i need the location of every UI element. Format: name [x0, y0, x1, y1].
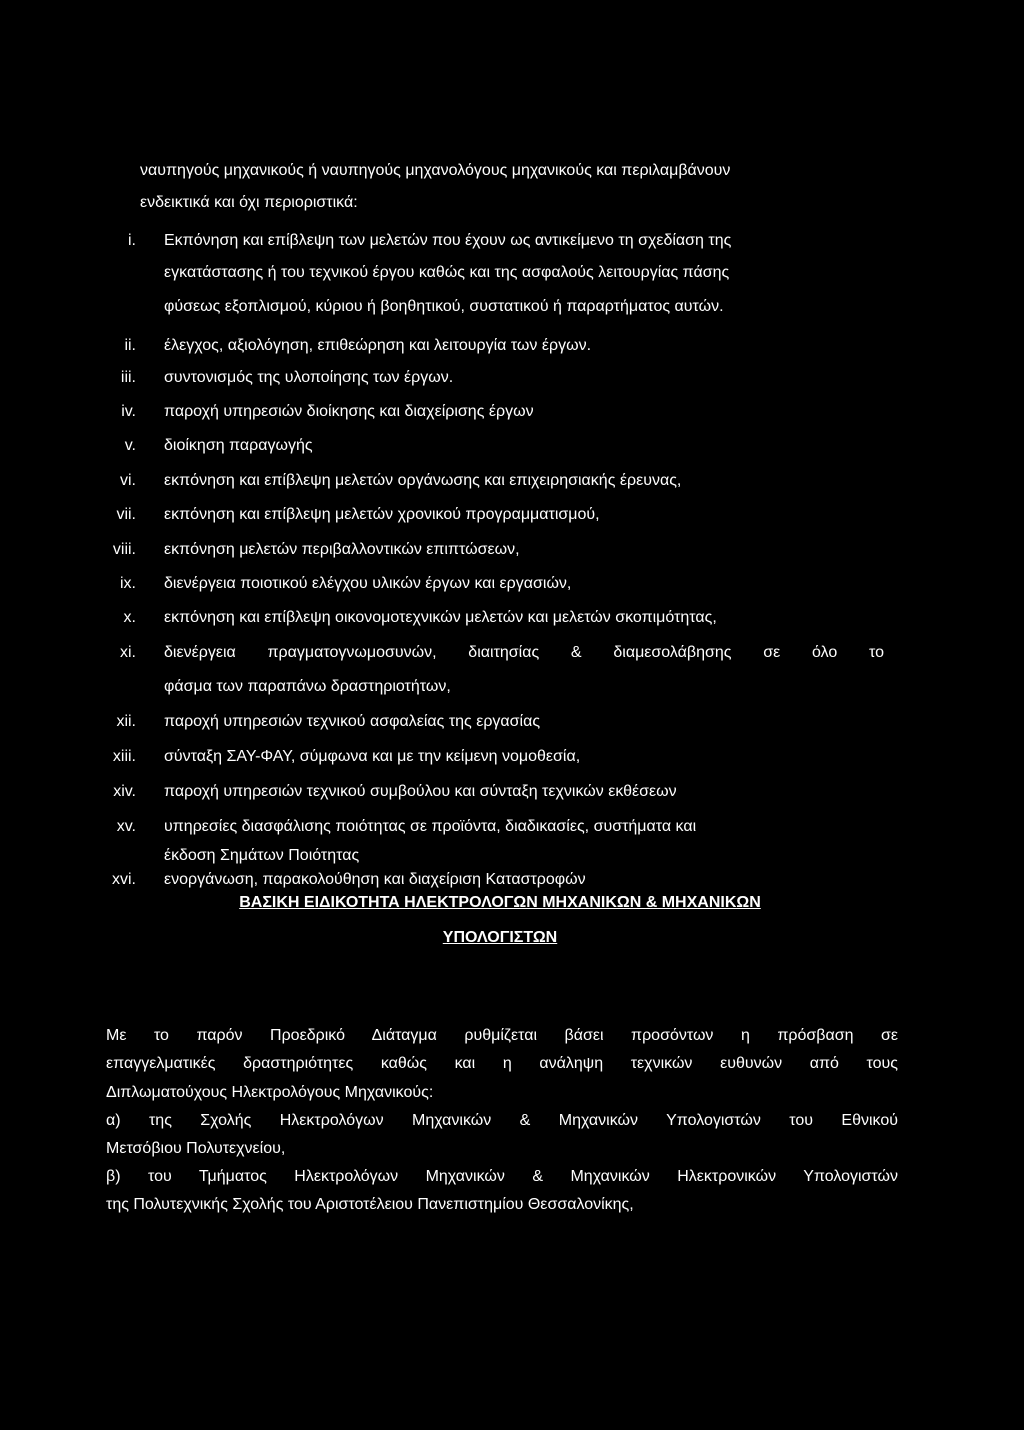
list-item-text: διενέργεια πραγματογνωμοσυνών, διαιτησίας & διαμεσολάβησης σε όλο το: [164, 644, 884, 661]
list-item-text: συντονισμός της υλοποίησης των έργων.: [164, 369, 454, 386]
list-item-text: εκπόνηση και επίβλεψη οικονομοτεχνικών μελετών και μελετών σκοπιμότητας,: [164, 609, 717, 626]
paragraph-line: επαγγελματικές δραστηριότητες καθώς και η ανάληψη τεχνικών ευθυνών από τους: [106, 1055, 898, 1072]
list-item-text: διενέργεια ποιοτικού ελέγχου υλικών έργων και εργασιών,: [164, 575, 572, 592]
list-item-number: vi.: [120, 472, 136, 489]
list-item-text: σύνταξη ΣΑΥ-ΦΑΥ, σύμφωνα και με την κείμενη νομοθεσία,: [164, 748, 581, 765]
intro-line-1: ναυπηγούς μηχανικούς ή ναυπηγούς μηχανολόγους μηχανικούς και περιλαμβάνουν: [140, 162, 731, 179]
list-item-text: υπηρεσίες διασφάλισης ποιότητας σε προϊόντα, διαδικασίες, συστήματα και: [164, 818, 697, 835]
list-item-number: xi.: [120, 644, 136, 661]
paragraph-line: β) του Τμήματος Ηλεκτρολόγων Μηχανικών & Μηχανικών Ηλεκτρονικών Υπολογιστών: [106, 1168, 898, 1185]
list-item-text: φύσεως εξοπλισμού, κύριου ή βοηθητικού, συστατικού ή παραρτήματος αυτών.: [164, 298, 724, 315]
list-item-text: εκπόνηση και επίβλεψη μελετών χρονικού προγραμματισμού,: [164, 506, 600, 523]
list-item-text: Εκπόνηση και επίβλεψη των μελετών που έχουν ως αντικείμενο τη σχεδίαση της: [164, 232, 732, 249]
list-item-text: παροχή υπηρεσιών διοίκησης και διαχείρισης έργων: [164, 403, 534, 420]
section-heading-line-1: ΒΑΣΙΚΗ ΕΙΔΙΚΟΤΗΤΑ ΗΛΕΚΤΡΟΛΟΓΩΝ ΜΗΧΑΝΙΚΩΝ & ΜΗΧΑΝΙΚΩΝ: [239, 894, 761, 911]
paragraph-line: α) της Σχολής Ηλεκτρολόγων Μηχανικών & Μηχανικών Υπολογιστών του Εθνικού: [106, 1112, 898, 1129]
list-item-text: φάσμα των παραπάνω δραστηριοτήτων,: [164, 678, 451, 695]
paragraph-line: Μετσόβιου Πολυτεχνείου,: [106, 1140, 286, 1157]
list-item-number: x.: [123, 609, 136, 626]
list-item-number: i.: [128, 232, 136, 249]
list-item-text: εκπόνηση μελετών περιβαλλοντικών επιπτώσεων,: [164, 541, 520, 558]
list-item-number: ii.: [124, 337, 136, 354]
list-item-text: έκδοση Σημάτων Ποιότητας: [164, 847, 360, 864]
list-item-number: viii.: [112, 541, 136, 558]
list-item-number: v.: [124, 437, 136, 454]
list-item-text: έλεγχος, αξιολόγηση, επιθεώρηση και λειτουργία των έργων.: [164, 337, 592, 354]
intro-line-2: ενδεικτικά και όχι περιοριστικά:: [140, 194, 358, 211]
list-item-number: iii.: [120, 369, 136, 386]
list-item-number: xiii.: [112, 748, 136, 765]
list-item-number: vii.: [116, 506, 136, 523]
list-item-number: xiv.: [113, 783, 136, 800]
list-item-number: iv.: [121, 403, 136, 420]
list-item-text: εγκατάστασης ή του τεχνικού έργου καθώς και της ασφαλούς λειτουργίας πάσης: [164, 264, 730, 281]
paragraph-line: της Πολυτεχνικής Σχολής του Αριστοτέλειου Πανεπιστημίου Θεσσαλονίκης,: [106, 1196, 634, 1213]
section-heading-line-2: ΥΠΟΛΟΓΙΣΤΩΝ: [442, 929, 558, 946]
list-item-number: xvi.: [112, 871, 136, 888]
paragraph-line: Με το παρόν Προεδρικό Διάταγμα ρυθμίζεται βάσει προσόντων η πρόσβαση σε: [106, 1027, 898, 1044]
list-item-text: διοίκηση παραγωγής: [164, 437, 313, 454]
list-item-text: παροχή υπηρεσιών τεχνικού ασφαλείας της εργασίας: [164, 713, 541, 730]
list-item-number: xii.: [116, 713, 136, 730]
list-item-text: παροχή υπηρεσιών τεχνικού συμβούλου και σύνταξη τεχνικών εκθέσεων: [164, 783, 677, 800]
list-item-text: εκπόνηση και επίβλεψη μελετών οργάνωσης και επιχειρησιακής έρευνας,: [164, 472, 682, 489]
paragraph-line: Διπλωματούχους Ηλεκτρολόγους Μηχανικούς:: [106, 1084, 434, 1101]
list-item-number: xv.: [116, 818, 136, 835]
list-item-number: ix.: [120, 575, 136, 592]
list-item-text: ενοργάνωση, παρακολούθηση και διαχείριση Καταστροφών: [164, 871, 586, 888]
